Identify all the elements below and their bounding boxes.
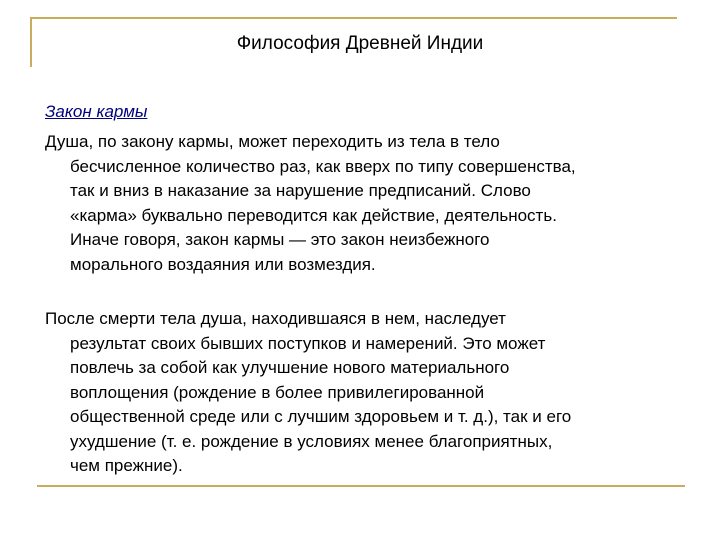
text-line: общественной среде или с лучшим здоровьем и т. д.), так и его [70, 407, 572, 426]
text-line: морального воздаяния или возмездия. [70, 254, 376, 274]
text-line: воплощения (рождение в более привилегированной [70, 382, 485, 402]
text-line: ухудшение (т. е. рождение в условиях менее благоприятных, [70, 431, 553, 451]
text-line: чем прежние). [70, 456, 183, 475]
paragraph-after-death [45, 307, 685, 479]
top-accent-rule [30, 17, 677, 19]
text-line: «карма» буквально переводится как действие, деятельность. [70, 205, 557, 225]
slide-title: Философия Древней Индии [236, 33, 484, 54]
text-line: так и вниз в наказание за нарушение предписаний. Слово [70, 181, 531, 200]
text-line: После смерти тела душа, находившаяся в нем, наследует [45, 309, 506, 328]
section-heading: Закон кармы [45, 102, 148, 121]
paragraph-karma-law [45, 130, 685, 277]
text-line: Иначе говоря, закон кармы — это закон неизбежного [70, 230, 490, 249]
text-line: повлечь за собой как улучшение нового материального [70, 358, 510, 377]
text-line: Душа, по закону кармы, может переходить из тела в тело [45, 132, 500, 151]
text-line: результат своих бывших поступков и намерений. Это может [70, 333, 546, 353]
text-line: бесчисленное количество раз, как вверх по типу совершенства, [70, 156, 576, 176]
bottom-accent-rule [37, 485, 685, 487]
